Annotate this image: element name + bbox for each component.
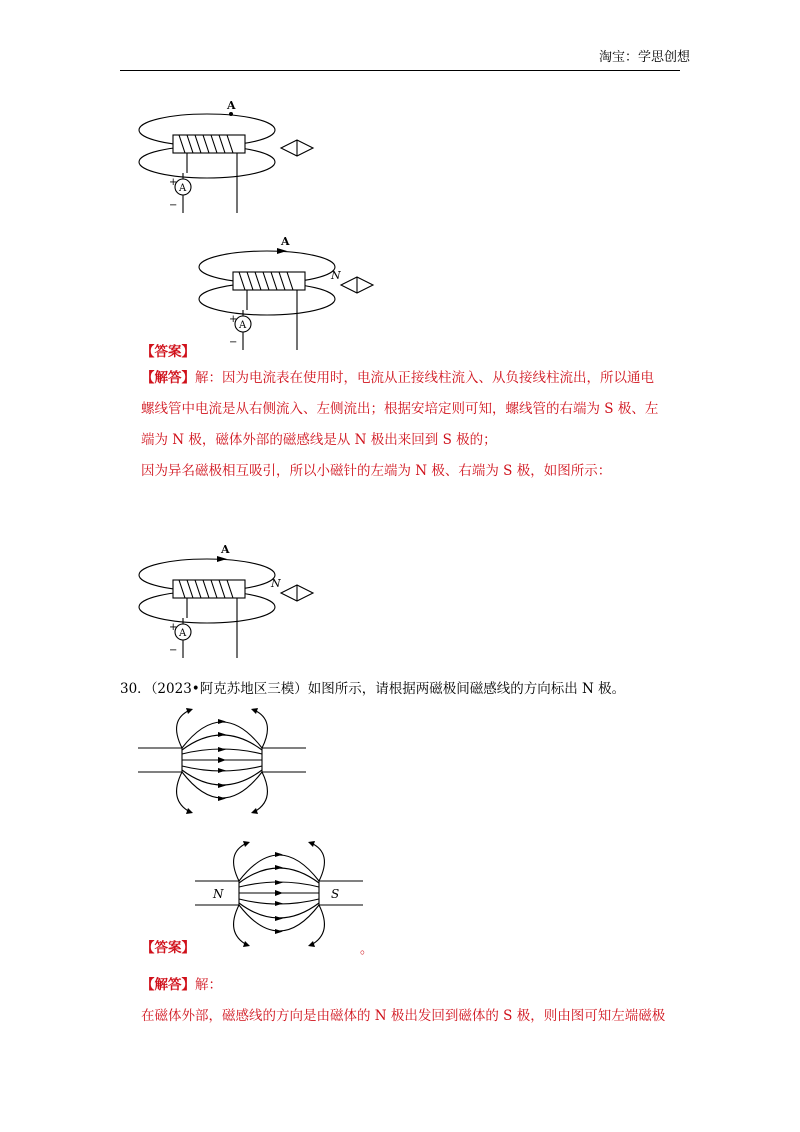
analysis-paragraph-2 — [141, 970, 681, 1032]
analysis-tag: 【解答】 — [141, 977, 195, 993]
ammeter-label: A — [239, 320, 247, 331]
ammeter-plus: + — [229, 314, 238, 325]
analysis-line: 螺线管中电流是从右侧流入、左侧流出；根据安培定则可知，螺线管的右端为 S 极、左 — [141, 401, 659, 417]
solenoid-figure-solution — [135, 540, 325, 665]
header-rule — [120, 70, 680, 71]
ammeter-label: A — [179, 183, 187, 194]
answer-end-mark: 。 — [360, 942, 374, 957]
needle-n-label: N — [271, 577, 281, 590]
question-source: （2023•阿克苏地区三模） — [150, 681, 308, 697]
needle-n-label: N — [331, 269, 341, 282]
page-header: 淘宝：学思创想 — [598, 50, 690, 65]
ammeter-plus: + — [169, 622, 178, 633]
question-30 — [120, 677, 625, 697]
analysis-paragraph-1 — [141, 363, 681, 487]
ammeter-label: A — [179, 628, 187, 639]
ammeter-minus: − — [229, 337, 238, 348]
magnets-figure-answer — [195, 833, 375, 958]
question-number: 30． — [120, 681, 151, 697]
point-a-label: A — [281, 235, 290, 248]
analysis-line: 解：因为电流表在使用时，电流从正接线柱流入、从负接线柱流出，所以通电 — [195, 370, 654, 386]
magnet-n-label: N — [213, 887, 224, 901]
magnet-s-label: S — [331, 887, 340, 901]
analysis-line: 在磁体外部，磁感线的方向是由磁体的 N 极出发回到磁体的 S 极，则由图可知左端磁极 — [141, 1008, 666, 1024]
analysis-line: 解： — [195, 977, 222, 993]
ammeter-plus: + — [169, 177, 178, 188]
solenoid-figure-answer — [195, 232, 385, 357]
question-text: 如图所示，请根据两磁极间磁感线的方向标出 N 极。 — [307, 681, 626, 697]
analysis-tag: 【解答】 — [141, 370, 195, 386]
magnets-figure-question — [138, 700, 318, 825]
point-a-label: A — [221, 543, 230, 556]
ammeter-minus: − — [169, 645, 178, 656]
answer-tag: 【答案】 — [141, 344, 195, 360]
ammeter-minus: − — [169, 200, 178, 211]
analysis-line: 因为异名磁极相互吸引，所以小磁针的左端为 N 极、右端为 S 极，如图所示： — [141, 463, 612, 479]
answer-tag: 【答案】 — [141, 940, 195, 956]
point-a-label: A — [227, 99, 236, 112]
analysis-line: 端为 N 极，磁体外部的磁感线是从 N 极出来回到 S 极的； — [141, 432, 497, 448]
solenoid-figure-question — [135, 95, 325, 220]
